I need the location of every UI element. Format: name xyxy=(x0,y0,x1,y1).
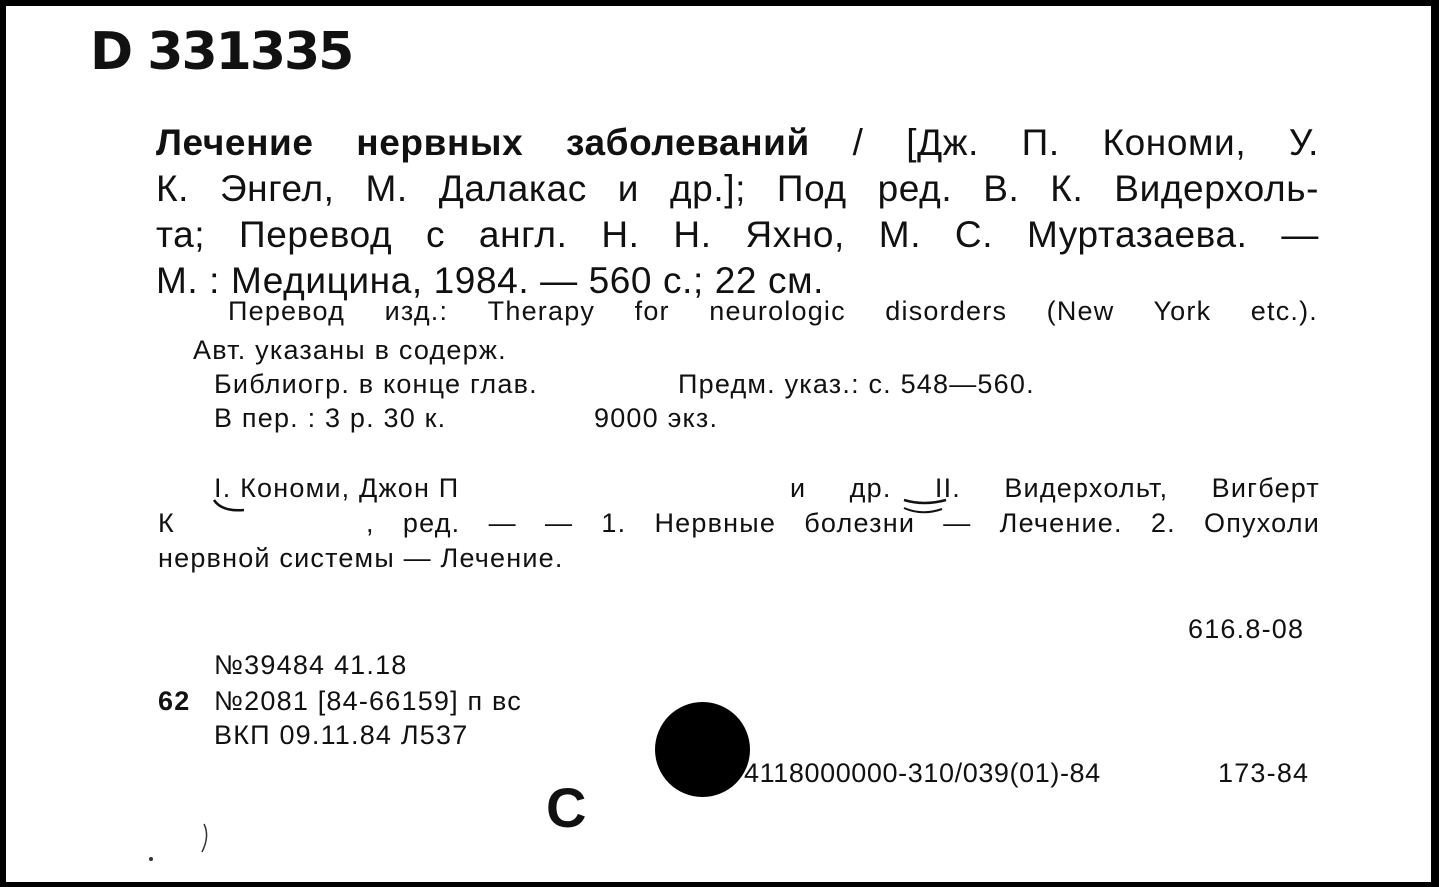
accession-line-1: №39484 41.18 xyxy=(214,650,408,680)
copies-note: 9000 экз. xyxy=(594,403,719,433)
bibliography-note: Библиогр. в конце глав. xyxy=(214,369,538,399)
authors-note: Авт. указаны в содерж. xyxy=(193,335,507,365)
book-title: Лечение нервных заболеваний xyxy=(156,122,810,163)
pencil-mark xyxy=(202,824,207,852)
index-note: Предм. указ.: с. 548—560. xyxy=(678,369,1035,399)
handwritten-marks xyxy=(6,6,1431,882)
tracing-1-editor: и др. II. Видерхольт, Вигберт xyxy=(790,473,1320,503)
order-code: 173-84 xyxy=(1218,758,1310,788)
underline-mark-2 xyxy=(904,500,946,503)
title-line-2: К. Энгел, М. Далакас и др.]; Под ред. В. К. Видерхоль- xyxy=(156,168,1319,209)
underline-mark-3 xyxy=(904,508,942,512)
accession-line-3: ВКП 09.11.84 Л537 xyxy=(214,720,469,750)
catalog-card xyxy=(6,6,1431,882)
title-line-3: та; Перевод с англ. Н. Н. Яхно, М. С. Муртазаева. — xyxy=(156,214,1319,255)
call-number: D 331335 xyxy=(90,22,353,82)
stamp-letter: С xyxy=(546,776,587,839)
price-note: В пер. : 3 р. 30 к. xyxy=(214,403,447,433)
isbn-code: 4118000000-310/039(01)-84 xyxy=(744,758,1101,788)
underline-mark-1 xyxy=(214,500,244,510)
tracing-3-subjects: нервной системы — Лечение. xyxy=(158,543,564,573)
tracing-2-initial: К xyxy=(158,508,175,538)
tracing-2-subjects: , ред. — — 1. Нервные болезни — Лечение. 2. Опухоли xyxy=(366,508,1320,538)
classification-number: 616.8-08 xyxy=(1188,614,1305,644)
tracing-1-author: I. Кономи, Джон П xyxy=(214,473,460,503)
title-line-4: М. : Медицина, 1984. — 560 с.; 22 см. xyxy=(156,260,824,301)
accession-prefix: 62 xyxy=(158,686,191,716)
title-line-1-rest: / [Дж. П. Кономи, У. xyxy=(809,122,1319,163)
pencil-dot xyxy=(149,857,153,861)
original-title-note: Перевод изд.: Therapy for neurologic disorders (New York etc.). xyxy=(228,296,1318,326)
accession-line-2: №2081 [84-66159] п вс xyxy=(214,686,523,716)
